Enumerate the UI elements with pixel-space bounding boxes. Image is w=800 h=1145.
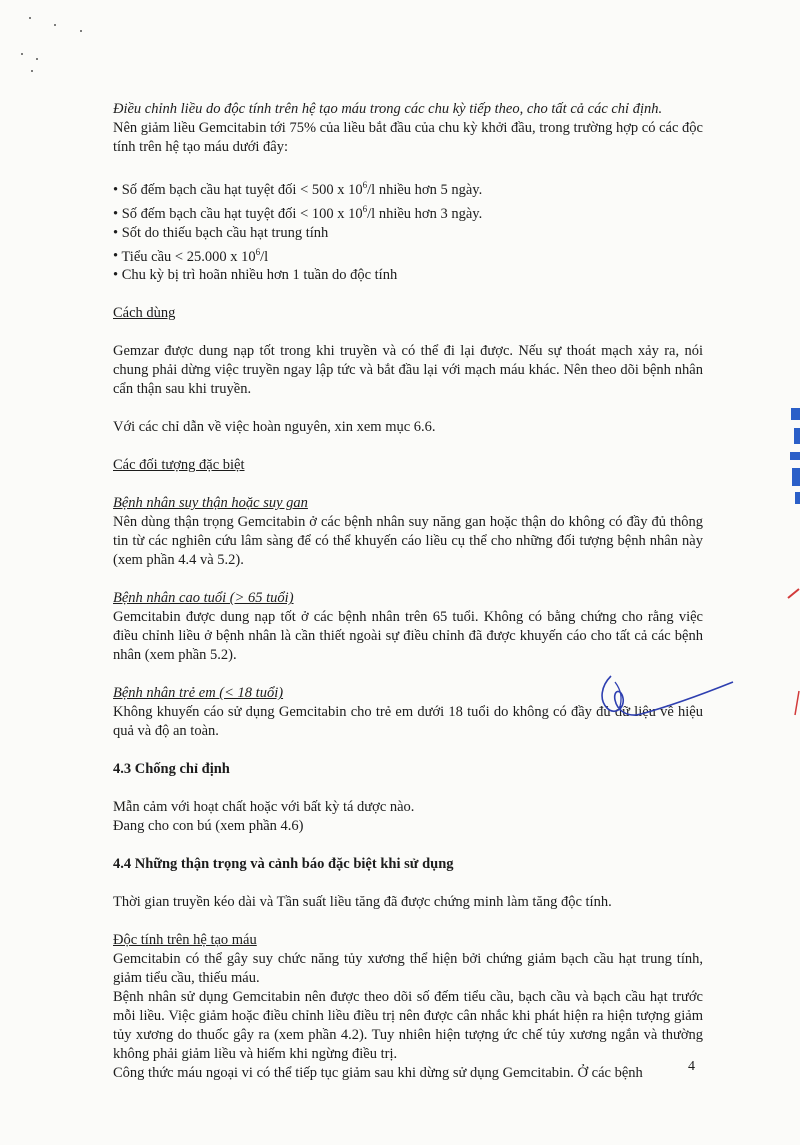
usage-paragraph: Gemzar được dung nạp tốt trong khi truyền và có thể đi lại được. Nếu sự thoát mạch xảy ra, nói chung phải dừng việc truyền ngay lập tức và bắt đầu lại với mạch máu khác. Nên theo dõi bệnh nhân cẩn thận sau khi truyền. bbox=[113, 343, 703, 398]
children-paragraph: Không khuyến cáo sử dụng Gemcitabin cho trẻ em dưới 18 tuổi do không có đầy đủ dữ liệu về hiệu quả và độ an toàn. bbox=[113, 704, 703, 740]
list-item: • Chu kỳ bị trì hoãn nhiều hơn 1 tuần do độc tính bbox=[113, 266, 703, 285]
scan-edge-blue-mark bbox=[788, 408, 800, 504]
contraindication-line: Mẫn cảm với hoạt chất hoặc với bất kỳ tá dược nào. bbox=[113, 799, 415, 816]
warnings-paragraph: Thời gian truyền kéo dài và Tần suất liều tăng đã được chứng minh làm tăng độc tính. bbox=[113, 894, 612, 911]
handwritten-signature bbox=[593, 668, 743, 734]
usage-heading: Cách dùng bbox=[113, 305, 176, 322]
toxicity-criteria-list bbox=[113, 176, 703, 285]
document-body bbox=[113, 100, 703, 1083]
elderly-paragraph: Gemcitabin được dung nạp tốt ở các bệnh nhân trên 65 tuổi. Không có bằng chứng cho rằng việc điều chỉnh liều ở bệnh nhân là cần thiết ngoài sự điều chỉnh đã được khuyến cáo cho tất cả các bệnh nhân (xem phần 5.2). bbox=[113, 609, 703, 664]
list-item: • Tiểu cầu < 25.000 x $10^6/l$ bbox=[113, 243, 703, 267]
warnings-heading: 4.4 Những thận trọng và cảnh báo đặc biệt khi sử dụng bbox=[113, 856, 454, 873]
contraindications-heading: 4.3 Chống chỉ định bbox=[113, 761, 230, 778]
hematologic-heading: Độc tính trên hệ tạo máu bbox=[113, 932, 257, 949]
scan-edge-red-mark bbox=[792, 690, 800, 716]
elderly-heading: Bệnh nhân cao tuổi (> 65 tuổi) bbox=[113, 590, 294, 607]
list-item: • Sốt do thiếu bạch cầu hạt trung tính bbox=[113, 224, 703, 243]
intro-paragraph: Nên giảm liều Gemcitabin tới 75% của liều bắt đầu của chu kỳ khởi đầu, trong trường hợp có các độc tính trên hệ tạo máu dưới đây: bbox=[113, 120, 703, 155]
hematologic-paragraph: Bệnh nhân sử dụng Gemcitabin nên được theo dõi số đếm tiểu cầu, bạch cầu và bạch cầu hạt trước mỗi liều. Việc giảm hoặc điều chỉnh liều điều trị nên được cân nhắc khi phát hiện ra hiện tượng giảm tủy xương do thuốc gây ra (xem phần 4.2). Tuy nhiên hiện tượng ức chế tủy xương ngắn và thường không phải giảm liều và hiếm khi ngừng điều trị. bbox=[113, 989, 703, 1063]
page-number: 4 bbox=[688, 1059, 695, 1074]
hematologic-paragraph: Gemcitabin có thể gây suy chức năng tủy xương thể hiện bởi chứng giảm bạch cầu hạt trung tính, giảm tiểu cầu, thiếu máu. bbox=[113, 951, 703, 987]
reconstitution-paragraph: Với các chỉ dẫn về việc hoàn nguyên, xin xem mục 6.6. bbox=[113, 419, 436, 436]
special-populations-heading: Các đối tượng đặc biệt bbox=[113, 457, 245, 474]
intro-italic-heading: Điều chỉnh liều do độc tính trên hệ tạo máu trong các chu kỳ tiếp theo, cho tất cả các chỉ định. bbox=[113, 101, 663, 117]
hematologic-paragraph: Công thức máu ngoại vi có thể tiếp tục giảm sau khi dừng sử dụng Gemcitabin. Ở các bệnh bbox=[113, 1065, 643, 1082]
contraindication-line: Đang cho con bú (xem phần 4.6) bbox=[113, 818, 304, 835]
renal-hepatic-heading: Bệnh nhân suy thận hoặc suy gan bbox=[113, 495, 308, 512]
scan-edge-red-mark bbox=[786, 586, 800, 600]
renal-hepatic-paragraph: Nên dùng thận trọng Gemcitabin ở các bệnh nhân suy năng gan hoặc thận do không có đầy đủ thông tin từ các nghiên cứu lâm sàng để có thể khuyến cáo liều cụ thể cho những đối tượng bệnh nhân này (xem phần 4.4 và 5.2). bbox=[113, 514, 703, 569]
list-item: • Số đếm bạch cầu hạt tuyệt đối < 500 x $10^6/l$ nhiều hơn 5 ngày. bbox=[113, 176, 703, 200]
list-item: • Số đếm bạch cầu hạt tuyệt đối < 100 x $10^6/l$ nhiều hơn 3 ngày. bbox=[113, 200, 703, 224]
children-heading: Bệnh nhân trẻ em (< 18 tuổi) bbox=[113, 685, 284, 702]
